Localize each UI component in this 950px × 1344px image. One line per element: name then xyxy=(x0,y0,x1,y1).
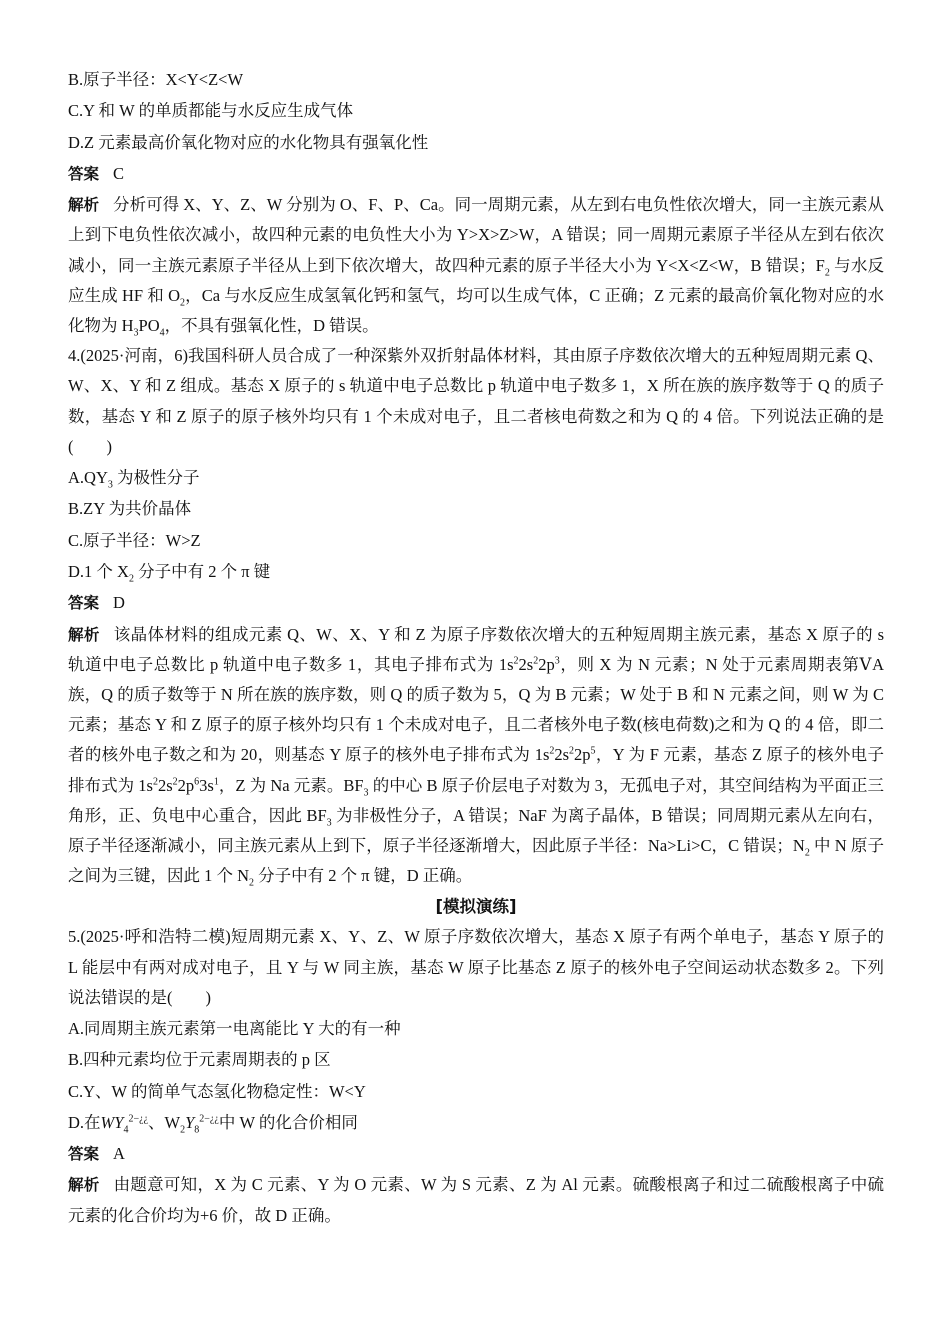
q4-answer xyxy=(68,587,884,619)
analysis-label: 解析 xyxy=(68,1176,100,1195)
analysis-label: 解析 xyxy=(68,625,100,644)
answer-label: 答案 xyxy=(68,594,100,613)
answer-value: C xyxy=(113,163,125,183)
analysis-label: 解析 xyxy=(68,196,100,215)
q3-analysis: 解析 分析可得 X、Y、Z、W 分别为 O、F、P、Ca。同一周期元素，从左到右电负性依次增大，同一主族元素从上到下电负性依次减小，故四种元素的电负性大小为 Y>X>Z>W，A 错误；同一周期元素原子半径从左到右依次减小，同一主族元素原子半径从上到下依次增大，故四种元素的原子半径大小为 Y<X<Z<W，B 错误；$F_2$ 与水反应生成 HF 和 $O_2$，Ca 与水反应生成氢氧化钙和氢气，均可以生成气体，C 正确；Z 元素的最高价氧化物对应的水化物为 $H_3PO_4$，不具有强氧化性，D 错误。 xyxy=(68,195,885,339)
q4-option-c: C.原子半径：W>Z xyxy=(68,530,201,550)
q4-option-a: $A.QY_3$ 为极性分子 xyxy=(68,468,200,491)
q5-option-d: D.在$WY_4^{2-¿¿}$、$W_2Y_8^{2-¿¿}$中 W 的化合价相同 xyxy=(68,1112,358,1136)
answer-value: D xyxy=(113,593,125,613)
q4-option-d: D.1 个 $X_2$ 分子中有 2 个 π 键 xyxy=(68,561,271,585)
q4-option-b: B.ZY 为共价晶体 xyxy=(68,499,192,519)
answer-value: A xyxy=(113,1144,125,1164)
q5-option-a: A.同周期主族元素第一电离能比 Y 大的有一种 xyxy=(68,1018,401,1038)
document-body xyxy=(68,64,884,1231)
answer-label: 答案 xyxy=(68,1145,100,1164)
q4-analysis: 解析 该晶体材料的组成元素 Q、W、X、Y 和 Z 为原子序数依次增大的五种短周期主族元素，基态 X 原子的 s 轨道中电子总数比 p 轨道中电子数多 1，其电子排布式为 $1s^22s^22p^3$，则 X 为 N 元素；N 处于元素周期表第ⅤA 族，Q 的质子数等于 N 所在族的族序数，则 Q 的质子数为 5，Q 为 B 元素；W 处于 B 和 N 元素之间，则 W 为 C 元素；基态 Y 和 Z 原子的原子核外均只有 1 个未成对电子，且二者核外电子数(核电荷数)之和为 Q 的 4 倍，即二者的核外电子数之和为 20，则基态 Y 原子的核外电子排布式为 $1s^22s^22p^5$，Y 为 F 元素，基态 Z 原子的核外电子排布式为 $1s^22s^22p^63s^1$，Z 为 Na 元素。$BF_3$ 的中心 B 原子价层电子对数为 3，无孤电子对，其空间结构为平面正三角形，正、负电中心重合，因此 $BF_3$ 为非极性分子，A 错误；NaF 为离子晶体，B 错误；同周期元素从左向右，原子半径逐渐减小，同主族元素从上到下，原子半径逐渐增大，因此原子半径：Na>Li>C，C 错误；$N_2$ 中 N 原子之间为三键，因此 1 个 $N_2$ 分子中有 2 个 π 键，D 正确。 xyxy=(68,624,885,889)
q5-option-c: C.Y、W 的简单气态氢化物稳定性：W<Y xyxy=(68,1081,366,1101)
q3-option-b: B.原子半径：X<Y<Z<W xyxy=(68,70,244,89)
q3-option-c: C.Y 和 W 的单质都能与水反应生成气体 xyxy=(68,101,354,121)
answer-label: 答案 xyxy=(68,164,100,183)
q3-option-d: D.Z 元素最高价氧化物对应的水化物具有强氧化性 xyxy=(68,132,429,152)
q5-analysis: 解析 由题意可知，X 为 C 元素、Y 为 O 元素、W 为 S 元素、Z 为 Al 元素。硫酸根离子和过二硫酸根离子中硫元素的化合价均为+6 价，故 D 正确。 xyxy=(68,1175,884,1225)
q5-option-b: B.四种元素均位于元素周期表的 p 区 xyxy=(68,1050,331,1070)
q5-stem: 5.(2025·呼和浩特二模)短周期元素 X、Y、Z、W 原子序数依次增大，基态 X 原子有两个单电子，基态 Y 原子的 L 能层中有两对成对电子，且 Y 与 W 同主族，基态 W 原子比基态 Z 原子的核外电子空间运动状态数多 2。下列说法错误的是( ) xyxy=(68,927,884,1007)
q5-answer xyxy=(68,1138,884,1170)
q4-stem: 4.(2025·河南，6)我国科研人员合成了一种深紫外双折射晶体材料，其由原子序数依次增大的五种短周期元素 Q、W、X、Y 和 Z 组成。基态 X 原子的 s 轨道中电子总数比 p 轨道中电子数多 1，X 所在族的族序数等于 Q 的质子数，基态 Y 和 Z 原子的原子核外均只有 1 个未成对电子，且二者核电荷数之和为 Q 的 4 倍。下列说法正确的是( ) xyxy=(68,346,884,456)
q3-answer xyxy=(68,158,884,190)
section-title: [模拟演练] xyxy=(435,897,517,917)
